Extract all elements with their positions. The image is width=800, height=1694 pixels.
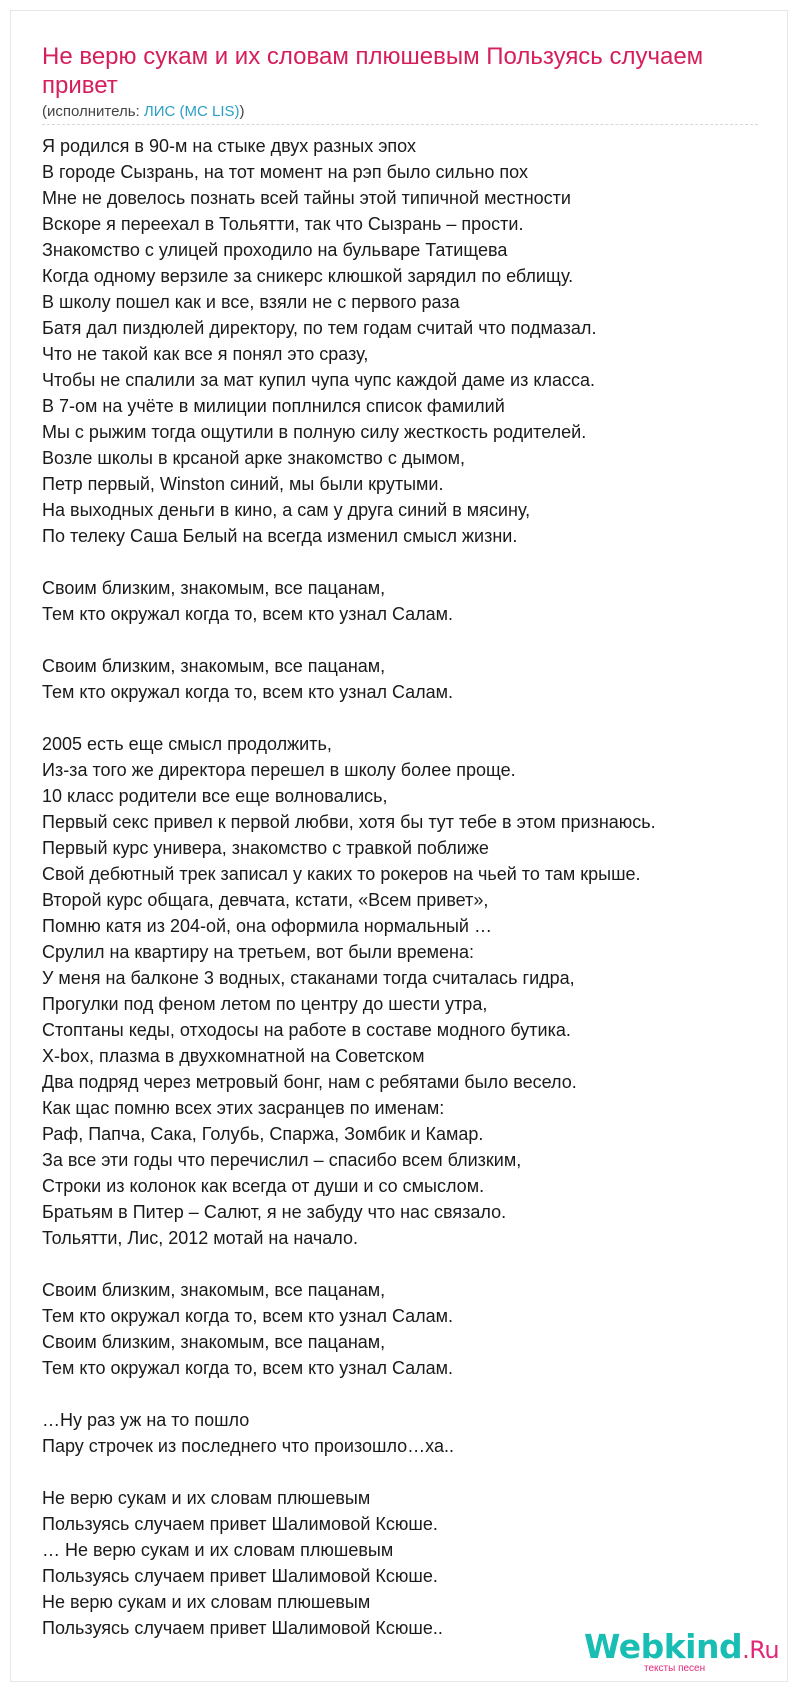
lyric-line: Батя дал пиздюлей директору, по тем годам считай что подмазал. xyxy=(42,318,597,338)
lyric-line: Пару строчек из последнего что произошло…ха.. xyxy=(42,1436,454,1456)
lyric-line: Не верю сукам и их словам плюшевым xyxy=(42,1592,371,1612)
lyrics-text xyxy=(42,133,782,1641)
lyric-line: Тем кто окружал когда то, всем кто узнал Салам. xyxy=(42,1306,454,1326)
lyric-line: Срулил на квартиру на третьем, вот были времена: xyxy=(42,942,474,962)
lyric-line: По телеку Саша Белый на всегда изменил смысл жизни. xyxy=(42,526,518,546)
lyric-line: Тем кто окружал когда то, всем кто узнал Салам. xyxy=(42,1358,454,1378)
logo-tagline: тексты песен xyxy=(644,1663,706,1674)
lyric-line: Строки из колонок как всегда от души и со смыслом. xyxy=(42,1176,485,1196)
lyric-line: Мы с рыжим тогда ощутили в полную силу жесткость родителей. xyxy=(42,422,587,442)
stanza-break xyxy=(42,1459,782,1485)
logo-main-text: Webkind xyxy=(584,1627,743,1666)
lyric-line: Своим близким, знакомым, все пацанам, xyxy=(42,1280,386,1300)
lyric-line: Своим близким, знакомым, все пацанам, xyxy=(42,578,386,598)
lyric-line: Как щас помню всех этих засранцев по именам: xyxy=(42,1098,445,1118)
artist-link[interactable]: ЛИС (MC LIS) xyxy=(143,103,240,120)
lyric-line: Что не такой как все я понял это сразу, xyxy=(42,344,369,364)
logo-domain-text: .Ru xyxy=(742,1636,780,1664)
lyric-line: Стоптаны кеды, отходосы на работе в составе модного бутика. xyxy=(42,1020,571,1040)
lyric-line: Петр первый, Winston синий, мы были крутыми. xyxy=(42,474,444,494)
lyric-line: Пользуясь случаем привет Шалимовой Ксюше. xyxy=(42,1514,438,1534)
lyric-line: За все эти годы что перечислил – спасибо всем близким, xyxy=(42,1150,522,1170)
lyric-line: Своим близким, знакомым, все пацанам, xyxy=(42,656,386,676)
lyric-line: В городе Сызрань, на тот момент на рэп было сильно пох xyxy=(42,162,528,182)
lyric-line: На выходных деньги в кино, а сам у друга синий в мясину, xyxy=(42,500,531,520)
lyric-line: Свой дебютный трек записал у каких то рокеров на чьей то там крыше. xyxy=(42,864,641,884)
lyric-line: Я родился в 90-м на стыке двух разных эпох xyxy=(42,136,416,156)
lyric-line: Тем кто окружал когда то, всем кто узнал Салам. xyxy=(42,604,454,624)
lyric-line: Чтобы не спалили за мат купил чупа чупс каждой даме из класса. xyxy=(42,370,595,390)
lyric-line: 10 класс родители все еще волновались, xyxy=(42,786,388,806)
lyric-line: Пользуясь случаем привет Шалимовой Ксюше.. xyxy=(42,1618,443,1638)
song-title: Не верю сукам и их словам плюшевым Пользуясь случаем привет xyxy=(42,43,704,99)
lyric-line: Знакомство с улицей проходило на бульваре Татищева xyxy=(42,240,508,260)
stanza-break xyxy=(42,627,782,653)
lyric-line: Из-за того же директора перешел в школу более проще. xyxy=(42,760,516,780)
artist-prefix: (исполнитель: xyxy=(42,103,144,120)
lyric-line: Когда одному верзиле за сникерс клюшкой зарядил по еблищу. xyxy=(42,266,574,286)
webkind-logo[interactable] xyxy=(584,1628,779,1672)
artist-suffix: ) xyxy=(239,103,245,120)
lyric-line: Тем кто окружал когда то, всем кто узнал Салам. xyxy=(42,682,454,702)
lyric-line: …Ну раз уж на то пошло xyxy=(42,1410,250,1430)
lyric-line: Два подряд через метровый бонг, нам с ребятами было весело. xyxy=(42,1072,577,1092)
lyric-line: Своим близким, знакомым, все пацанам, xyxy=(42,1332,386,1352)
lyric-line: Первый секс привел к первой любви, хотя бы тут тебе в этом признаюсь. xyxy=(42,812,656,832)
lyric-line: Тольятти, Лис, 2012 мотай на начало. xyxy=(42,1228,359,1248)
lyric-line: X-box, плазма в двухкомнатной на Советском xyxy=(42,1046,425,1066)
lyric-line: Второй курс общага, девчата, кстати, «Всем привет», xyxy=(42,890,489,910)
lyric-line: Братьям в Питер – Салют, я не забуду что нас связало. xyxy=(42,1202,507,1222)
stanza-break xyxy=(42,1251,782,1277)
lyric-line: Вскоре я переехал в Тольятти, так что Сызрань – прости. xyxy=(42,214,524,234)
stanza-break xyxy=(42,705,782,731)
lyric-line: В школу пошел как и все, взяли не с первого раза xyxy=(42,292,460,312)
lyric-line: У меня на балконе 3 водных, стаканами тогда считалась гидра, xyxy=(42,968,575,988)
stanza-break xyxy=(42,1381,782,1407)
lyric-line: Прогулки под феном летом по центру до шести утра, xyxy=(42,994,488,1014)
lyric-line: Пользуясь случаем привет Шалимовой Ксюше. xyxy=(42,1566,438,1586)
lyric-line: Раф, Папча, Сака, Голубь, Спаржа, Зомбик и Камар. xyxy=(42,1124,484,1144)
stanza-break xyxy=(42,549,782,575)
lyric-line: Не верю сукам и их словам плюшевым xyxy=(42,1488,371,1508)
lyric-line: Первый курс универа, знакомство с травкой поближе xyxy=(42,838,489,858)
lyric-line: Возле школы в крсаной арке знакомство с дымом, xyxy=(42,448,466,468)
lyric-line: … Не верю сукам и их словам плюшевым xyxy=(42,1540,394,1560)
lyric-line: Помню катя из 204-ой, она оформила нормальный … xyxy=(42,916,492,936)
lyric-line: 2005 есть еще смысл продолжить, xyxy=(42,734,332,754)
lyric-line: Мне не довелось познать всей тайны этой типичной местности xyxy=(42,188,571,208)
title-divider xyxy=(42,124,758,125)
artist-line xyxy=(42,103,245,121)
lyric-line: В 7-ом на учёте в милиции поплнился список фамилий xyxy=(42,396,505,416)
